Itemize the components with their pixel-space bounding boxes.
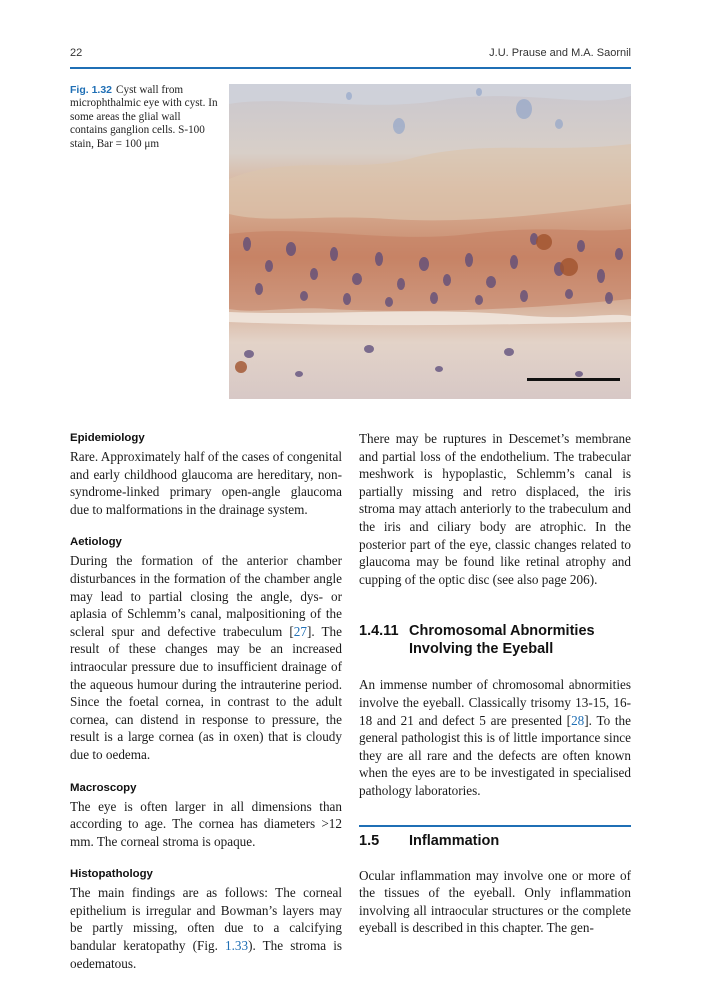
running-head-authors: J.U. Prause and M.A. Saornil [489, 47, 631, 59]
chromosomal-paragraph [359, 676, 631, 799]
figure-caption [70, 84, 220, 151]
histopathology-paragraph [70, 884, 342, 972]
chromosomal-text-part: An immense number of chromosomal abnormities involve the eyeball. Classically trisomy 13-15, 16-18 and 21 and defect 5 are presented [ [359, 677, 631, 728]
page-number: 22 [70, 47, 83, 59]
figure-link-1-33[interactable]: 1.33 [224, 938, 249, 954]
section-number: 1.4.11 [359, 623, 399, 640]
macroscopy-paragraph: The eye is often larger in all dimensions than according to age. The cornea has diameters >12 mm. The corneal stroma is opaque. [70, 798, 342, 849]
micrograph-image [229, 84, 631, 399]
section-heading-1-5 [359, 832, 631, 850]
left-column [70, 430, 342, 972]
aetiology-paragraph [70, 552, 342, 763]
heading-aetiology: Aetiology [70, 536, 122, 549]
continuation-paragraph: There may be ruptures in Descemet’s membrane and partial loss of the endothelium. The trabecular meshwork is hypoplastic, Schlemm’s canal is partially missing and retro displaced, the iris stroma may attach anteriorly to the trabeculum and the iris and ciliary body are atrophic. In the posterior part of the eye, classic changes related to glaucoma may be found like retinal atrophy and cupping of the optic disc (see also page 206). [359, 431, 631, 587]
micrograph-figure [229, 84, 631, 399]
inflammation-paragraph: Ocular inflammation may involve one or more of the tissues of the eyeball. Only inflammation involving all intraocular structures or the complete eyeball is described in this chapter. The gen- [359, 867, 631, 936]
section-number: 1.5 [359, 832, 380, 849]
reference-link-27[interactable]: 27 [293, 623, 307, 639]
section-title: Inflammation [409, 832, 500, 849]
reference-link-28[interactable]: 28 [571, 712, 585, 728]
aetiology-text-part: During the formation of the anterior chamber disturbances in the formation of the chamber angle may lead to partial closing the angle, dys- or aplasia of Schlemm’s canal, malpositioning of the scleral spur and defective trabeculum [ [70, 553, 342, 639]
chromosomal-text-part: ]. To the general pathologist this is of little importance since they are all rare and the defects are often known when the eyes are to be investigated in specialised pathology laboratories. [359, 712, 632, 798]
epidemiology-paragraph: Rare. Approximately half of the cases of congenital and early childhood glaucoma are hereditary, non-syndrome-linked primary open-angle glaucoma due to malformations in the drainage system. [70, 449, 342, 517]
running-head [70, 47, 631, 63]
section-title: Chromosomal Abnormities Involving the Eyeball [409, 623, 595, 658]
heading-histopathology: Histopathology [70, 868, 153, 881]
right-column [359, 430, 631, 937]
heading-epidemiology: Epidemiology [70, 432, 145, 444]
figure-label: Fig. 1.32 [70, 84, 113, 96]
header-rule [70, 67, 631, 69]
aetiology-text-part: ]. The result of these changes may be an increased intraocular pressure due to insufficient drainage of the aqueous humour during the intrauterine period. Since the foetal cornea, in contrast to the adult cornea, can distend in response to pressure, the result is a large cornea (as in oxen) that is cloudy due to oedema. [70, 623, 342, 762]
histopathology-text-part: ). The stroma is oedematous. [70, 938, 343, 971]
scale-bar [527, 378, 620, 381]
heading-macroscopy: Macroscopy [70, 781, 137, 794]
figure-caption-text: Cyst wall from microphthalmic eye with cyst. In some areas the glial wall contains ganglion cells. S-100 stain, Bar = 100 μm [70, 84, 218, 150]
section-rule [359, 825, 631, 827]
section-heading-1-4-11 [359, 622, 631, 658]
histopathology-text-part: The main findings are as follows: The corneal epithelium is irregular and Bowman’s layers may be partly missing, often due to a calcifying bandular keratopathy (Fig. [70, 885, 342, 954]
